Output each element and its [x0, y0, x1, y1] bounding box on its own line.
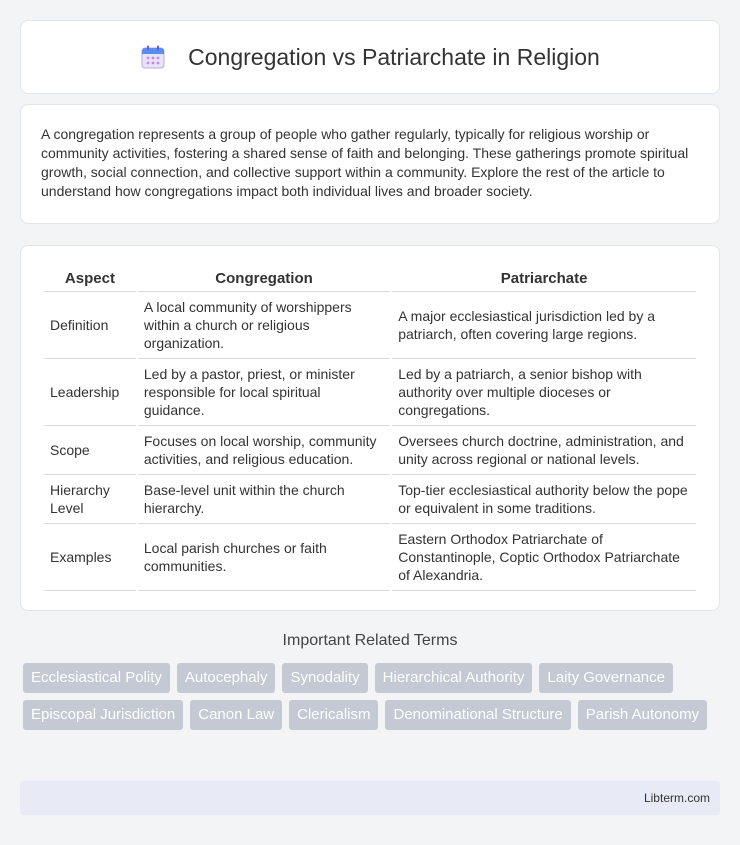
comparison-table-card: [20, 245, 720, 611]
term-tag[interactable]: Ecclesiastical Polity: [23, 663, 170, 693]
table-cell: Leadership: [44, 359, 136, 426]
header: [140, 44, 600, 71]
term-tag[interactable]: Episcopal Jurisdiction: [23, 700, 183, 730]
table-cell: Top-tier ecclesiastical authority below the pope or equivalent in some traditions.: [392, 475, 696, 524]
term-tag[interactable]: Clericalism: [289, 700, 378, 730]
table-cell: Led by a patriarch, a senior bishop with authority over multiple dioceses or congregations.: [392, 359, 696, 426]
table-row: [44, 292, 696, 359]
table-row: [44, 426, 696, 475]
table-row: [44, 524, 696, 591]
related-terms-list: [23, 663, 723, 737]
term-tag[interactable]: Denominational Structure: [385, 700, 570, 730]
table-cell: A local community of worshippers within a church or religious organization.: [138, 292, 390, 359]
table-cell: Local parish churches or faith communities.: [138, 524, 390, 591]
term-tag[interactable]: Synodality: [282, 663, 367, 693]
table-header-row: [44, 266, 696, 292]
header-aspect: Aspect: [44, 266, 136, 292]
table-cell: Focuses on local worship, community activities, and religious education.: [138, 426, 390, 475]
term-tag[interactable]: Hierarchical Authority: [375, 663, 533, 693]
table-row: [44, 475, 696, 524]
table-cell: Led by a pastor, priest, or minister responsible for local spiritual guidance.: [138, 359, 390, 426]
footer: [20, 781, 720, 815]
header-congregation: Congregation: [138, 266, 390, 292]
intro-card: [20, 104, 720, 224]
table-cell: Scope: [44, 426, 136, 475]
related-terms-title: Important Related Terms: [282, 632, 458, 649]
table-cell: Eastern Orthodox Patriarchate of Constantinople, Coptic Orthodox Patriarchate of Alexandria.: [392, 524, 696, 591]
footer-site-link[interactable]: Libterm.com: [643, 791, 710, 805]
intro-text: A congregation represents a group of people who gather regularly, typically for religious worship or community activities, fostering a shared sense of faith and belonging. These gatherings promote spiritual growth, social connection, and collective support within a community. Explore the rest of the article to understand how congregations impact both individual lives and broader society.: [41, 126, 689, 199]
term-tag[interactable]: Parish Autonomy: [578, 700, 707, 730]
header-card: [20, 20, 720, 94]
table-cell: Hierarchy Level: [44, 475, 136, 524]
table-cell: Examples: [44, 524, 136, 591]
page-title: Congregation vs Patriarchate in Religion: [188, 43, 600, 70]
table-cell: Definition: [44, 292, 136, 359]
term-tag[interactable]: Laity Governance: [539, 663, 673, 693]
term-tag[interactable]: Canon Law: [190, 700, 282, 730]
table-cell: Base-level unit within the church hierarchy.: [138, 475, 390, 524]
comparison-table: [42, 266, 698, 591]
calendar-icon: [140, 44, 166, 70]
table-row: [44, 359, 696, 426]
table-cell: Oversees church doctrine, administration, and unity across regional or national levels.: [392, 426, 696, 475]
term-tag[interactable]: Autocephaly: [177, 663, 276, 693]
header-patriarchate: Patriarchate: [392, 266, 696, 292]
table-cell: A major ecclesiastical jurisdiction led by a patriarch, often covering large regions.: [392, 292, 696, 359]
